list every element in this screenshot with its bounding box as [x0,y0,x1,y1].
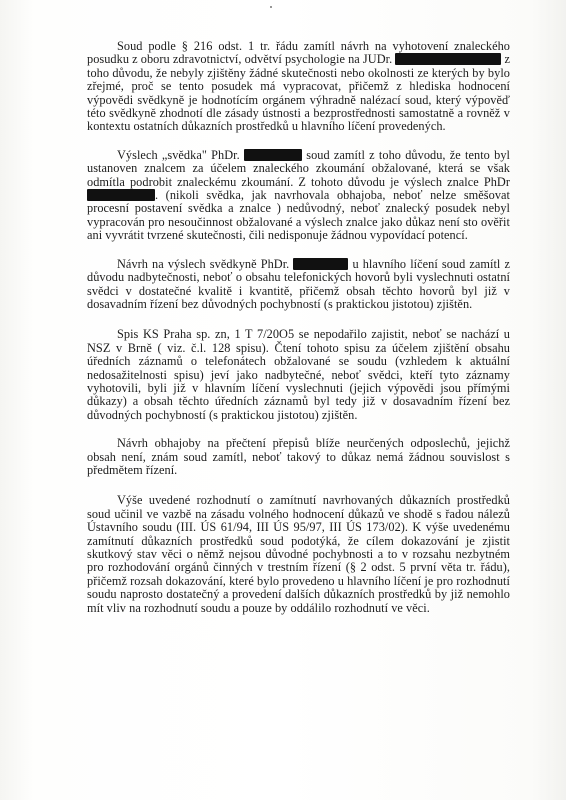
paragraph-text: Výše uvedené rozhodnutí o zamítnutí navrhovaných důkazních prostředků soud učinil ve vazbě na zásadu volného hodnocení důkazů ve shodě s řadou nálezů Ústavního soudu (III. ÚS 61/94, III ÚS 95/97, III ÚS 173/02). K výše uvedenému zamítnutí důkazních prostředků soud podotýká, že cílem dokazování je zjistit skutkový stav věci o němž nejsou důvodné pochybnosti a to v rozsahu nezbytném pro rozhodování orgánů činných v trestním řízení (§ 2 odst. 5 první věta tr. řádu), přičemž rozsah dokazování, které bylo provedeno u hlavního líčení je pro rozhodnutí soudu naprosto dostatečný a provedení dalších důkazních prostředků by již nemohlo mít vliv na rozhodnutí soudu a pouze by oddálilo rozhodnutí ve věci. [87,493,510,615]
paragraph-text: Návrh obhajoby na přečtení přepisů blíže neurčených odposlechů, jejichž obsah není, znám soud zamítl, neboť takový to důkaz nemá žádnou souvislost s předmětem řízení. [87,436,510,477]
paragraph-text: Výslech „svědka" PhDr. [117,147,244,162]
paragraph [87,258,510,312]
paragraph-text: . (nikoli svědka, jak navrhovala obhajoba, neboť nelze směšovat procesní postavení svědka a znalce ) nedůvodný, neboť znalecký posudek nebyl vypracován pro nesoučinnost obžalované a výslech znalce jako důkaz není sto ověřit ani vyvrátit tvrzené skutečnosti, čili nedisponuje žádnou vypovídací potencí. [87,188,510,243]
paragraph-text: u hlavního líčení soud zamítl z důvodu nadbytečnosti, neboť o obsahu telefonických hovorů byli vyslechnuti ostatní svědci v dostatečné kvalitě i kvantitě, přičemž obsah těchto hovorů byl již v dosavadním řízení bez důvodných pochybností (s praktickou jistotou) zjištěn. [87,256,510,311]
paragraph [87,494,510,615]
paragraph-text: Spis KS Praha sp. zn, 1 T 7/20O5 se nepodařilo zajistit, neboť se nachází u NSZ v Brně ( viz. č.l. 128 spisu). Čtení tohoto spisu za účelem zjištění obsahu úředních záznamů o telefonátech obžalované se soudu (vzhledem k aktuální nedosažitelnosti spisu) jeví jako nadbytečné, neboť svědci, kteří tyto záznamy vyhotovili, byli již v hlavním líčení vyslechnuti (jejich výpovědi jsou přímými důkazy) a obsah těchto úředních záznamů byl tedy již v dosavadním řízení bez důvodných pochybností (s praktickou jistotou) zjištěn. [87,327,510,422]
redaction-block [244,149,302,161]
scan-speck [270,6,272,8]
paragraph-text: z toho důvodu, že nebyly zjištěny žádné skutečnosti nebo okolnosti ze kterých by bylo zřejmé, proč se tento posudek má vypracovat, přičemž z hlediska hodnocení výpovědi svědkyně je hodnotícím orgánem výhradně nalézací soud, který výpověď této svědkyně zhodnotí dle zásady ústnosti a bezprostřednosti samostatně a rovněž v kontextu ostatních důkazních prostředků u hlavního líčení provedených. [87,52,510,134]
paragraph [87,40,510,134]
paragraph-text: Návrh na výslech svědkyně PhDr. [117,256,294,271]
paragraph [87,437,510,477]
paragraph [87,149,510,243]
paragraph-text: Soud podle § 216 odst. 1 tr. řádu zamítl návrh na vyhotovení znaleckého posudku z oboru zdravotnictví, odvětví psychologie na JUDr. [87,39,510,67]
document-body [87,40,510,630]
redaction-block [87,189,155,201]
redaction-block [395,53,501,65]
paragraph-text: soud zamítl z toho důvodu, že tento byl ustanoven znalcem za účelem znaleckého zkoumání obžalované, která se však odmítla podrobit znaleckému zkoumání. Z tohoto důvodu je výslech znalce PhDr [87,147,510,189]
redaction-block [293,258,348,270]
paragraph [87,328,510,422]
